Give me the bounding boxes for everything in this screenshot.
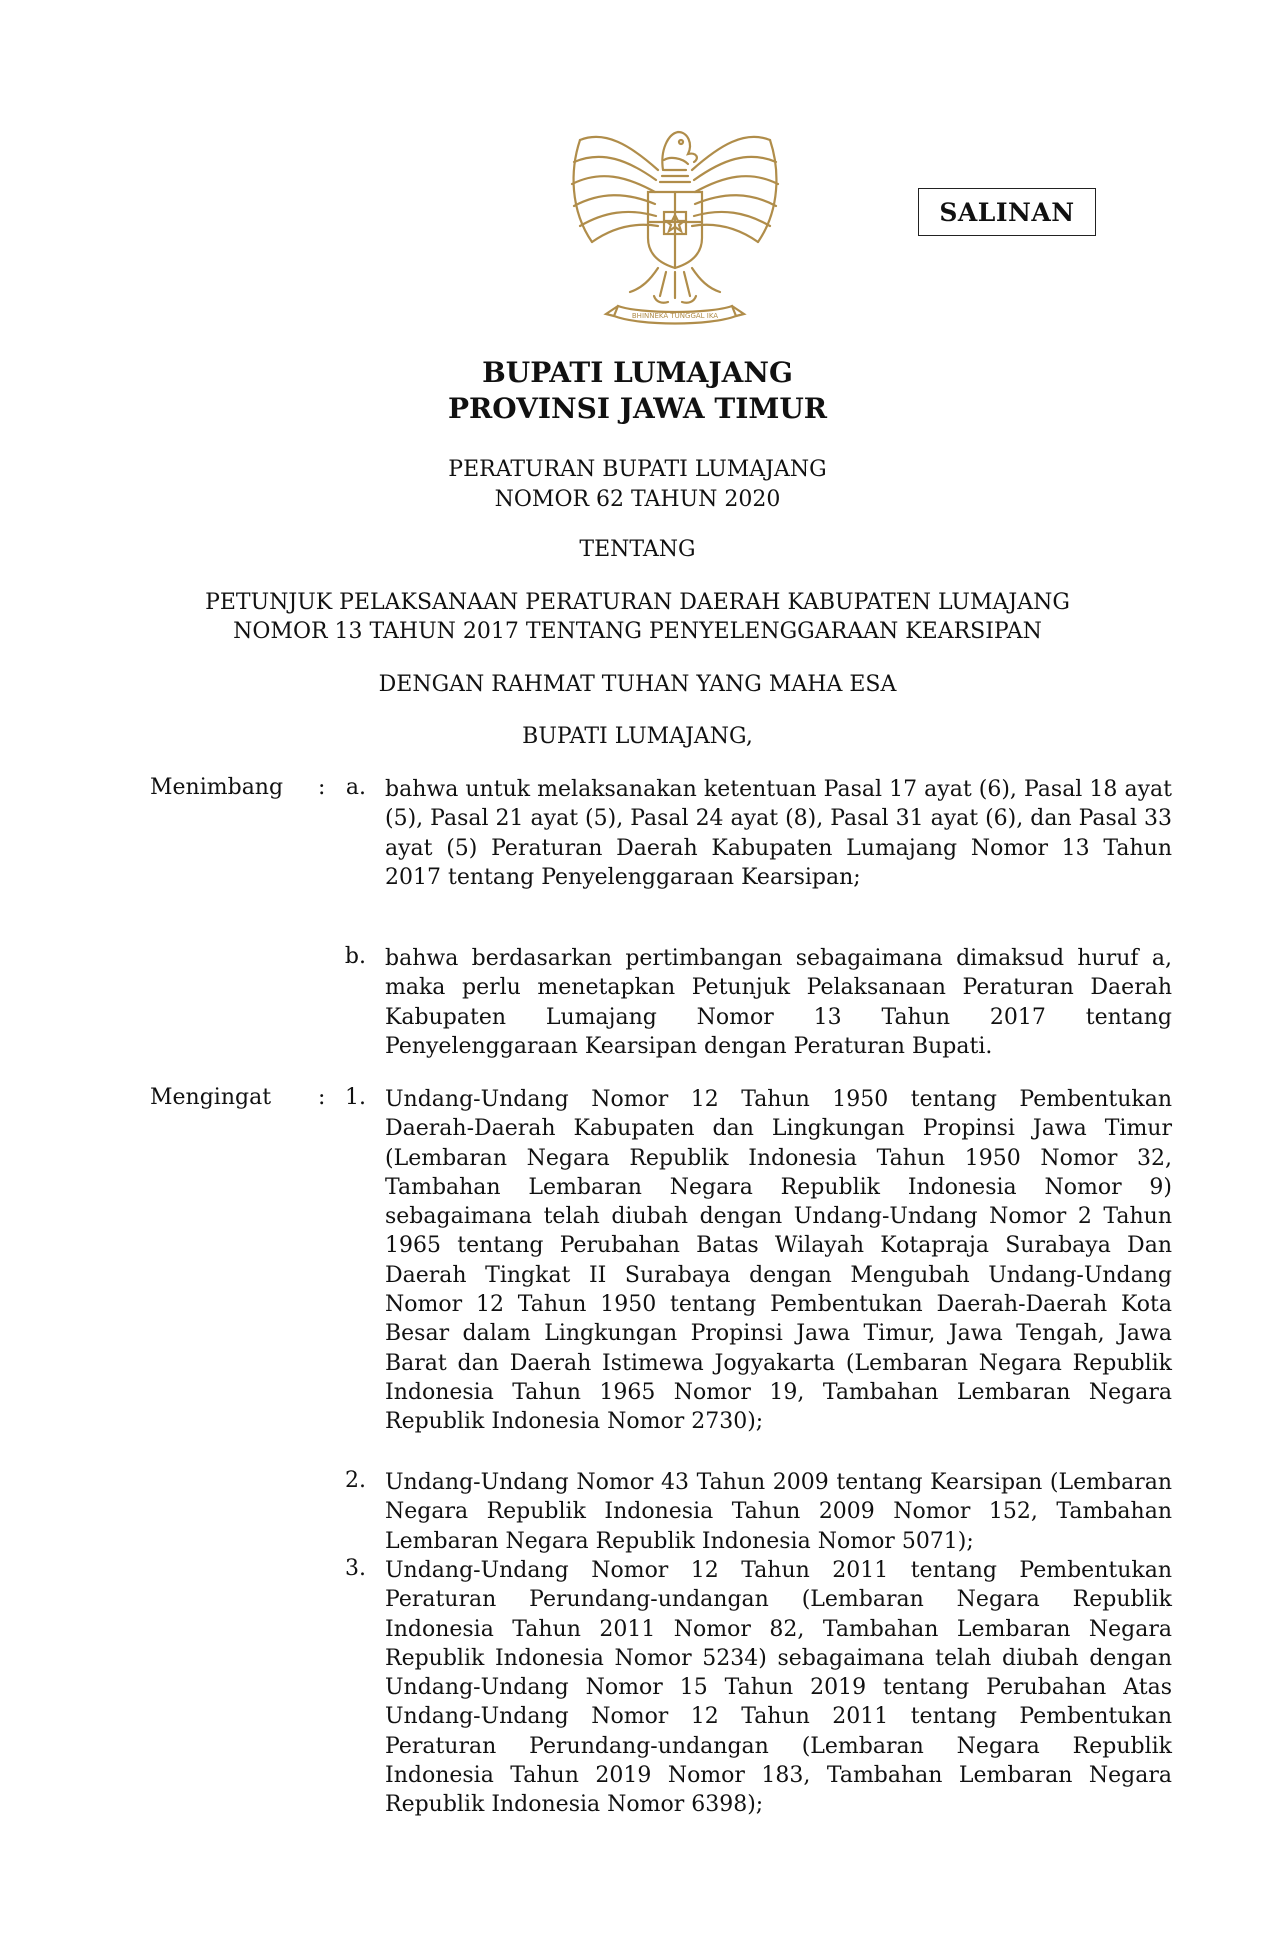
regent-line: BUPATI LUMAJANG, [522,724,753,749]
menimbang-item-a: bahwa untuk melaksanakan ketentuan Pasal 17 ayat (6), Pasal 18 ayat (5), Pasal 21 ayat (5), Pasal 24 ayat (8), Pasal 31 ayat (6), dan Pasal 33 ayat (5) Peraturan Daerah Kabupaten Lumajang Nomor 13 Tahun 2017 tentang Penyelenggaraan Kearsipan; [385,777,1172,890]
item-number: b. [344,944,366,969]
province-title: PROVINSI JAWA TIMUR [447,392,828,425]
motto-text: BHINNEKA TUNGGAL IKA [631,312,719,320]
subject-line-1: PETUNJUK PELAKSANAAN PERATURAN DAERAH KABUPATEN LUMAJANG [205,590,1070,615]
about-heading: TENTANG [579,537,696,562]
grace-line: DENGAN RAHMAT TUHAN YANG MAHA ESA [378,672,897,697]
item-number: 3. [345,1556,366,1581]
menimbang-item-b: bahwa berdasarkan pertimbangan sebagaimana dimaksud huruf a, maka perlu menetapkan Petunjuk Pelaksanaan Peraturan Daerah Kabupaten Lumajang Nomor 13 Tahun 2017 tentang Penyelenggaraan Kearsipan dengan Peraturan Bupati. [385,946,1172,1059]
regulation-number: NOMOR 62 TAHUN 2020 [494,487,781,512]
regulation-title: PERATURAN BUPATI LUMAJANG [448,457,827,482]
salinan-stamp: SALINAN [918,188,1096,236]
item-number: 1. [345,1085,366,1110]
mengingat-label: Mengingat [150,1085,272,1110]
subject-line-2: NOMOR 13 TAHUN 2017 TENTANG PENYELENGGARAAN KEARSIPAN [233,619,1042,644]
mengingat-item-3: Undang-Undang Nomor 12 Tahun 2011 tentang Pembentukan Peraturan Perundang-undangan (Lembaran Negara Republik Indonesia Tahun 2011 Nomor 82, Tambahan Lembaran Negara Republik Indonesia Nomor 5234) sebagaimana telah diubah dengan Undang-Undang Nomor 15 Tahun 2019 tentang Perubahan Atas Undang-Undang Nomor 12 Tahun 2011 tentang Pembentukan Peraturan Perundang-undangan (Lembaran Negara Republik Indonesia Tahun 2019 Nomor 183, Tambahan Lembaran Negara Republik Indonesia Nomor 6398); [385,1558,1172,1818]
mengingat-colon: : [318,1085,326,1110]
garuda-emblem-icon [560,100,790,335]
item-number: 2. [345,1468,366,1493]
mengingat-item-2: Undang-Undang Nomor 43 Tahun 2009 tentang Kearsipan (Lembaran Negara Republik Indonesia Tahun 2009 Nomor 152, Tambahan Lembaran Negara Republik Indonesia Nomor 5071); [385,1470,1172,1554]
mengingat-item-1: Undang-Undang Nomor 12 Tahun 1950 tentang Pembentukan Daerah-Daerah Kabupaten dan Lingkungan Propinsi Jawa Timur (Lembaran Negara Republik Indonesia Tahun 1950 Nomor 32, Tambahan Lembaran Negara Republik Indonesia Nomor 9) sebagaimana telah diubah dengan Undang-Undang Nomor 2 Tahun 1965 tentang Perubahan Batas Wilayah Kotapraja Surabaya Dan Daerah Tingkat II Surabaya dengan Mengubah Undang-Undang Nomor 12 Tahun 1950 tentang Pembentukan Daerah-Daerah Kota Besar dalam Lingkungan Propinsi Jawa Timur, Jawa Tengah, Jawa Barat dan Daerah Istimewa Jogyakarta (Lembaran Negara Republik Indonesia Tahun 1965 Nomor 19, Tambahan Lembaran Negara Republik Indonesia Nomor 2730); [385,1087,1172,1435]
authority-title: BUPATI LUMAJANG [482,356,793,389]
menimbang-colon: : [318,775,326,800]
menimbang-label: Menimbang [150,775,284,800]
item-number: a. [345,775,366,800]
